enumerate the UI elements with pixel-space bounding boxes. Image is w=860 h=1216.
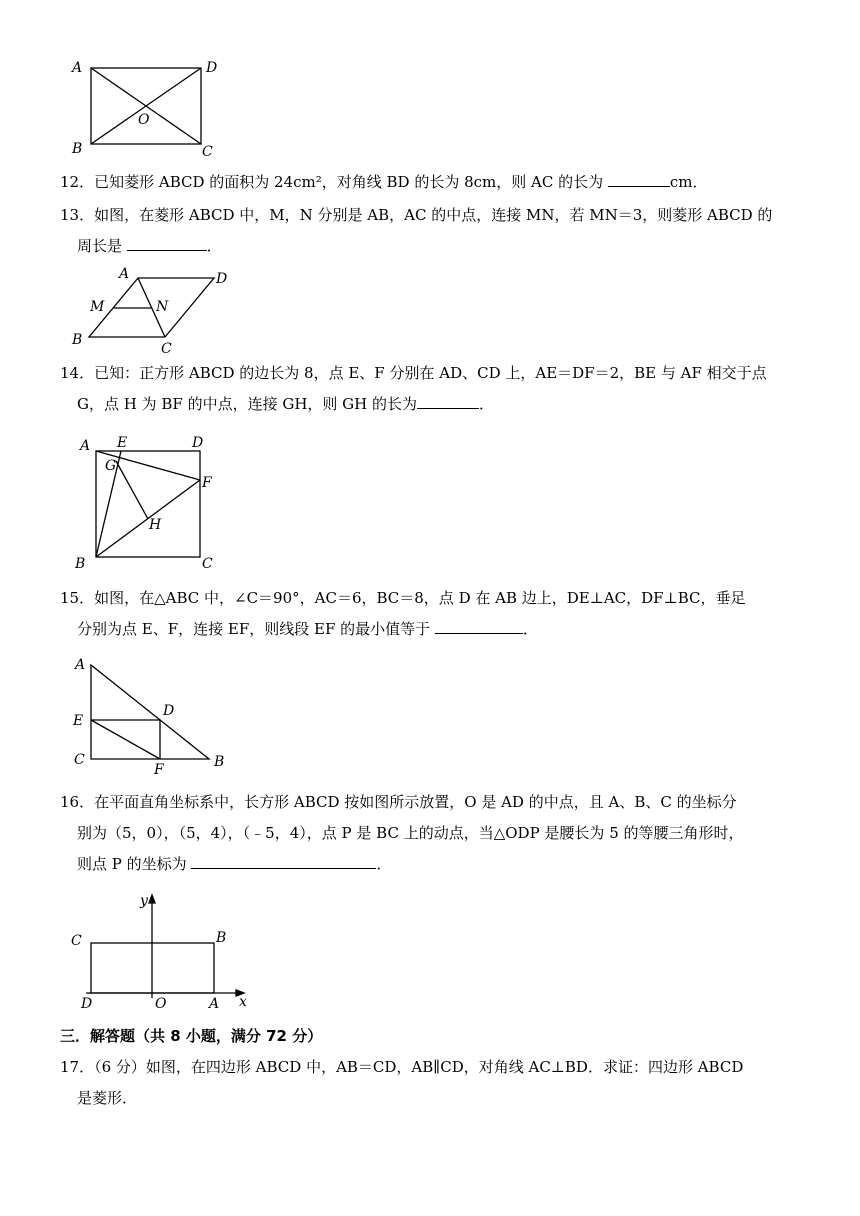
label-g: G	[105, 458, 117, 474]
label-c: C	[71, 933, 82, 949]
q13-text: 周长是	[77, 237, 127, 255]
q16-line1: 16．在平面直角坐标系中，长方形 ABCD 按如图所示放置，O 是 AD 的中点，且 A、B、C 的坐标分	[60, 793, 737, 811]
label-h: H	[149, 517, 162, 533]
label-b: B	[214, 754, 225, 770]
q12-unit: cm．	[669, 173, 708, 191]
q12-text: 12．已知菱形 ABCD 的面积为 24cm²，对角线 BD 的长为 8cm，则 AC 的长为	[60, 173, 608, 191]
q14-answer-blank[interactable]	[417, 390, 479, 409]
label-c: C	[74, 752, 85, 768]
q16-period: ．	[376, 855, 392, 873]
label-a: A	[209, 996, 220, 1012]
q13-answer-blank[interactable]	[127, 232, 207, 251]
figure-right-triangle-ef	[66, 652, 241, 777]
figure-coordinate-rectangle	[66, 890, 266, 1015]
label-c: C	[202, 144, 213, 160]
q15-answer-blank[interactable]	[435, 615, 523, 634]
question-13	[60, 200, 820, 262]
figure-rectangle-diagonals	[66, 55, 236, 160]
label-d: D	[192, 435, 204, 451]
label-n: N	[156, 299, 169, 315]
section-heading: 三．解答题（共 8 小题，满分 72 分）	[60, 1027, 323, 1045]
label-o: O	[155, 996, 167, 1012]
segment-ef	[91, 720, 160, 759]
label-f: F	[154, 762, 164, 777]
label-a: A	[75, 657, 86, 673]
q15-text: 分别为点 E、F，连接 EF，则线段 EF 的最小值等于	[77, 620, 435, 638]
question-16	[60, 787, 820, 880]
q14-text: G，点 H 为 BF 的中点，连接 GH，则 GH 的长为	[77, 395, 417, 413]
triangle-abc	[91, 665, 209, 759]
label-e: E	[73, 713, 84, 729]
label-b: B	[72, 141, 83, 157]
q16-text: 则点 P 的坐标为	[77, 855, 192, 873]
q13-line1: 13．如图，在菱形 ABCD 中，M，N 分别是 AB，AC 的中点，连接 MN，若 MN＝3，则菱形 ABCD 的	[60, 206, 773, 224]
label-b: B	[216, 930, 227, 946]
y-axis-arrow	[149, 895, 155, 903]
label-d: D	[206, 60, 218, 76]
q16-line2: 别为（5，0），（5，4），（﹣5，4），点 P 是 BC 上的动点，当△ODP 是腰长为 5 的等腰三角形时，	[77, 824, 744, 842]
label-e: E	[117, 435, 128, 451]
q17-line2: 是菱形．	[77, 1089, 138, 1107]
label-d: D	[81, 996, 93, 1012]
label-d: D	[216, 271, 228, 287]
q12-answer-blank[interactable]	[608, 168, 670, 187]
label-b: B	[75, 556, 86, 572]
label-y: y	[140, 893, 148, 909]
q17-line1: 17．（6 分）如图，在四边形 ABCD 中，AB＝CD，AB∥CD，对角线 AC⊥BD．求证：四边形 ABCD	[60, 1058, 744, 1076]
label-a: A	[119, 266, 130, 282]
label-f: F	[202, 475, 212, 491]
question-17	[60, 1052, 820, 1114]
q15-line1: 15．如图，在△ABC 中，∠C＝90°，AC＝6，BC＝8，点 D 在 AB 边上，DE⊥AC，DF⊥BC，垂足	[60, 589, 746, 607]
label-x: x	[239, 994, 247, 1010]
question-14	[60, 358, 820, 420]
q14-line1: 14．已知：正方形 ABCD 的边长为 8，点 E、F 分别在 AD、CD 上，AE＝DF＝2，BE 与 AF 相交于点	[60, 364, 767, 382]
label-c: C	[161, 341, 172, 357]
segment-gh	[116, 461, 148, 519]
figure-rhombus-mn	[64, 265, 244, 360]
q13-period: ．	[206, 237, 222, 255]
q16-answer-blank[interactable]	[191, 850, 376, 869]
label-c: C	[202, 556, 213, 572]
question-12	[60, 167, 820, 198]
q14-period: ．	[479, 395, 495, 413]
question-15	[60, 583, 820, 645]
label-a: A	[80, 438, 91, 454]
label-d: D	[163, 703, 175, 719]
figure-square-gh	[70, 432, 220, 574]
label-b: B	[72, 332, 83, 348]
q15-period: ．	[522, 620, 538, 638]
label-o: O	[138, 112, 150, 128]
label-a: A	[72, 60, 83, 76]
label-m: M	[90, 299, 105, 315]
